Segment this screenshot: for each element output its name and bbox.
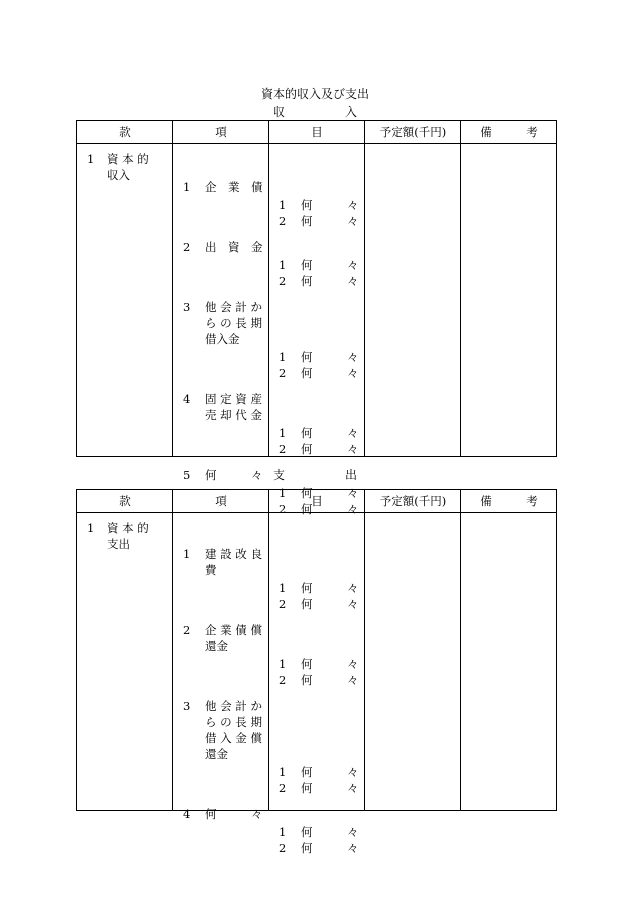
moku-mark: 々	[347, 426, 359, 440]
moku-mark: 々	[347, 781, 359, 795]
moku-mark: 々	[347, 673, 359, 687]
moku-number: 2	[279, 673, 287, 687]
kan-number: 1	[87, 521, 95, 535]
col-kan: 款	[119, 125, 131, 139]
moku-label: 何	[301, 781, 313, 795]
kan-label: 資 本 的	[107, 521, 149, 535]
kou-label: 建 設 改 良	[205, 547, 262, 561]
kou-label: 他 会 計 か	[205, 699, 262, 713]
moku-mark: 々	[347, 486, 359, 500]
moku-mark: 々	[347, 502, 359, 516]
moku-label: 何	[301, 673, 313, 687]
moku-number: 2	[279, 274, 287, 288]
moku-label: 何	[301, 198, 313, 212]
moku-mark: 々	[347, 841, 359, 855]
kou-number: 2	[183, 240, 191, 254]
moku-number: 1	[279, 258, 287, 272]
moku-number: 2	[279, 597, 287, 611]
moku-mark: 々	[347, 657, 359, 671]
moku-label: 何	[301, 502, 313, 516]
moku-label: 何	[301, 486, 313, 500]
moku-label: 何	[301, 366, 313, 380]
moku-number: 2	[279, 366, 287, 380]
col-remarks: 備 考	[480, 494, 538, 508]
moku-number: 1	[279, 426, 287, 440]
moku-label: 何	[301, 657, 313, 671]
moku-number: 2	[279, 502, 287, 516]
expense-table	[76, 489, 557, 855]
kou-label: 何 々	[205, 807, 263, 821]
kou-label: 企 業 債	[205, 180, 263, 194]
moku-mark: 々	[347, 366, 359, 380]
moku-mark: 々	[347, 765, 359, 779]
moku-number: 2	[279, 214, 287, 228]
col-kou: 項	[215, 494, 227, 508]
kou-label: 固 定 資 産	[205, 392, 262, 406]
moku-mark: 々	[347, 597, 359, 611]
col-kou: 項	[215, 125, 227, 139]
moku-mark: 々	[347, 258, 359, 272]
kou-label: 費	[205, 563, 217, 577]
moku-label: 何	[301, 442, 313, 456]
moku-label: 何	[301, 841, 313, 855]
kou-number: 1	[183, 547, 191, 561]
moku-label: 何	[301, 214, 313, 228]
moku-mark: 々	[347, 214, 359, 228]
kou-number: 1	[183, 180, 191, 194]
kou-label: 売 却 代 金	[205, 408, 262, 422]
income-heading: 収入	[272, 105, 417, 119]
moku-label: 何	[301, 350, 313, 364]
moku-number: 1	[279, 350, 287, 364]
moku-number: 1	[279, 581, 287, 595]
moku-number: 2	[279, 841, 287, 855]
moku-mark: 々	[347, 825, 359, 839]
moku-number: 1	[279, 657, 287, 671]
moku-mark: 々	[347, 350, 359, 364]
moku-label: 何	[301, 274, 313, 288]
kou-number: 4	[183, 807, 191, 821]
page-title: 資本的収入及び支出	[260, 87, 369, 101]
col-moku: 目	[311, 494, 323, 508]
col-remarks: 備 考	[480, 125, 538, 139]
moku-number: 1	[279, 486, 287, 500]
moku-number: 2	[279, 781, 287, 795]
kan-label: 資 本 的	[107, 152, 149, 166]
col-kan: 款	[119, 494, 131, 508]
kou-number: 3	[183, 300, 191, 314]
moku-label: 何	[301, 581, 313, 595]
moku-mark: 々	[347, 442, 359, 456]
moku-mark: 々	[347, 581, 359, 595]
col-moku: 目	[311, 125, 323, 139]
moku-label: 何	[301, 597, 313, 611]
moku-mark: 々	[347, 274, 359, 288]
kou-number: 4	[183, 392, 191, 406]
kou-label: 出 資 金	[205, 240, 263, 254]
kou-label: 借 入 金 償	[205, 731, 262, 745]
moku-number: 2	[279, 442, 287, 456]
moku-mark: 々	[347, 198, 359, 212]
kou-number: 5	[183, 468, 191, 482]
kou-label: 何 々	[205, 468, 263, 482]
kou-label: 還金	[205, 747, 228, 761]
moku-label: 何	[301, 765, 313, 779]
moku-number: 1	[279, 765, 287, 779]
moku-label: 何	[301, 258, 313, 272]
moku-label: 何	[301, 825, 313, 839]
kou-number: 3	[183, 699, 191, 713]
kou-label: ら の 長 期	[205, 715, 262, 729]
kou-label: 還金	[205, 639, 228, 653]
kou-label: 借入金	[205, 332, 240, 346]
expense-heading: 支出	[272, 468, 417, 482]
kou-label: 他 会 計 か	[205, 300, 262, 314]
kan-label-cont: 支出	[107, 537, 130, 551]
kou-label: ら の 長 期	[205, 316, 262, 330]
moku-number: 1	[279, 825, 287, 839]
kou-label: 企 業 債 償	[205, 623, 262, 637]
col-amount: 予定額(千円)	[379, 494, 447, 508]
moku-number: 1	[279, 198, 287, 212]
kou-number: 2	[183, 623, 191, 637]
col-amount: 予定額(千円)	[379, 125, 447, 139]
moku-label: 何	[301, 426, 313, 440]
kan-number: 1	[87, 152, 95, 166]
kan-label-cont: 収入	[107, 168, 130, 182]
